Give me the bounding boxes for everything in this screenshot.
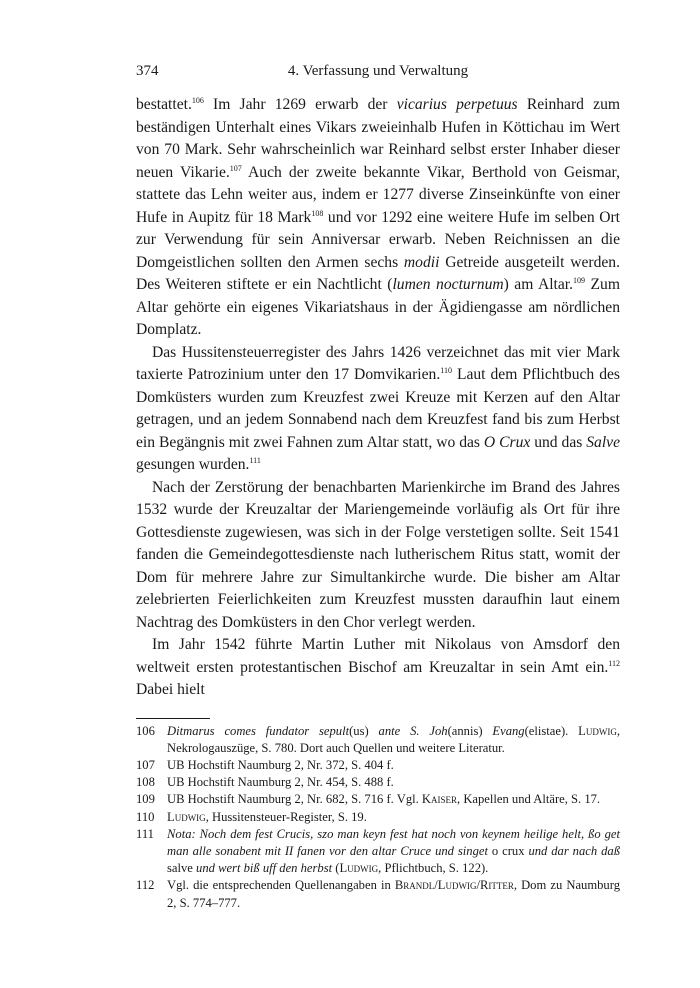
text-span: salve — [167, 861, 197, 876]
footnote-text — [167, 877, 620, 911]
text-span: Auch der zweite bekannte Vikar, Berthold von Geismar, stattete das Lehn weiter aus, indem er 1277 diverse Zinseinkünfte von einer Hufe in Aupitz für 18 Mark — [136, 163, 621, 226]
text-span: , Kapellen und Altäre, S. 17. — [457, 792, 601, 807]
paragraph — [136, 342, 620, 477]
italic-term: O Crux — [483, 433, 531, 451]
footnote-number: 110 — [136, 809, 155, 824]
author-name: Kaiser — [421, 792, 458, 807]
footnote-ref: 106 — [191, 96, 204, 105]
italic-term: ante S. Joh — [378, 723, 448, 738]
author-name: Ludwig — [339, 861, 379, 876]
footnote-text — [167, 809, 620, 826]
text-span: Das Hussitensteuerregister des Jahrs 1426 verzeichnet das mit vier Mark taxierte Patrozinium unter den 17 Domvikarien. — [136, 343, 620, 383]
italic-term: lumen nocturnum — [392, 276, 504, 293]
footnote-ref: 107 — [229, 163, 242, 173]
italic-term: und wert biß uff den herbst — [196, 861, 333, 876]
footnote-111 — [136, 826, 620, 878]
footnote-ref: 111 — [249, 456, 261, 465]
text-span: , Nekrologauszüge, S. 780. Dort auch Quellen und weitere Literatur. — [167, 723, 621, 755]
footnote-text: UB Hochstift Naumburg 2, Nr. 372, S. 404 f. — [167, 757, 394, 772]
text-span: bestattet. — [136, 96, 192, 113]
footnote-110 — [136, 809, 620, 826]
main-text — [136, 94, 620, 702]
text-span: Getreide ausgeteilt werden. Des Weiteren stiftete er ein Nachtlicht ( — [136, 253, 620, 293]
footnote-109 — [136, 791, 620, 808]
footnote-number: 106 — [136, 723, 155, 738]
footnotes — [136, 723, 620, 912]
italic-term: Evang — [492, 723, 525, 738]
footnote-text — [167, 826, 620, 878]
text-span: Laut dem Pflichtbuch des Domküsters wurden zum Kreuzfest zwei Kreuze mit Kerzen auf den Altar getragen, und an jedem Sonnabend nach dem Kreuzfest fand bis zum Herbst ein Begängnis mit zwei Fahnen zum Altar statt, wo das — [136, 366, 621, 451]
italic-term: vicarius perpetuus — [396, 96, 518, 113]
text-span: Nach der Zerstörung der benachbarten Marienkirche im Brand des Jahres 1532 wurde der Kreuzaltar der Mariengemeinde vorläufig als Ort für ihre Gottesdienste zugewiesen, was sich in der Folge verstetigen sollte. Seit 1541 fanden die Gemeindegottesdienste nach lutherischem Ritus statt, womit der Dom für mehrere Jahre zur Simultankirche wurde. Die bisher am Altar zelebrierten Feierlichkeiten zum Kreuzfest mussten daraufhin laut einem Nachtrag des Domküsters in den Chor verlegt werden. — [136, 478, 620, 631]
author-name: Ludwig — [578, 723, 617, 738]
footnote-108 — [136, 774, 620, 791]
footnote-text — [167, 723, 620, 757]
text-span: o crux — [487, 843, 529, 858]
text-span: Vgl. die entsprechenden Quellenangaben in — [167, 878, 395, 893]
text-span: Im Jahr 1269 erwarb der — [203, 96, 397, 113]
footnote-107 — [136, 757, 620, 774]
footnote-number: 112 — [136, 878, 155, 893]
page-number: 374 — [136, 63, 159, 79]
text-span: , Pflichtbuch, S. 122). — [378, 861, 489, 876]
chapter-title: 4. Verfassung und Verwaltung — [287, 63, 469, 79]
text-span: (us) — [349, 723, 379, 738]
text-span: (annis) — [447, 723, 493, 738]
footnote-112 — [136, 877, 620, 911]
paragraph — [136, 477, 620, 635]
text-span: (elistae). — [524, 723, 579, 738]
italic-term: Ditmarus comes fundator sepult — [167, 723, 350, 738]
footnote-number: 107 — [136, 757, 155, 772]
text-span: UB Hochstift Naumburg 2, Nr. 682, S. 716 f. Vgl. — [167, 792, 422, 807]
paragraph — [136, 94, 620, 342]
text-span: und das — [530, 433, 587, 451]
footnote-text: UB Hochstift Naumburg 2, Nr. 454, S. 488 f. — [167, 775, 394, 790]
text-span: Im Jahr 1542 führte Martin Luther mit Nikolaus von Amsdorf den weltweit ersten protestantischen Bischof am Kreuzaltar in sein Amt ein. — [136, 636, 620, 676]
running-head — [136, 60, 620, 82]
italic-term: modii — [403, 253, 440, 271]
paragraph — [136, 634, 620, 702]
author-name: Brandl/Ludwig/Ritter — [394, 878, 514, 893]
footnote-text — [167, 791, 620, 808]
footnote-number: 109 — [136, 792, 155, 807]
footnote-106 — [136, 723, 620, 757]
book-page — [136, 60, 620, 912]
footnote-number: 108 — [136, 775, 155, 790]
footnote-ref: 110 — [440, 366, 452, 375]
text-span: und vor 1292 eine weitere Hufe im selben Ort zur Verwendung für sein Anniversar erwarb. Neben Reichnissen an die Domgeistlichen sollten den Armen sechs — [136, 208, 620, 271]
text-span: Zum Altar gehörte ein eigenes Vikariatshaus in der Ägidiengasse am nördlichen Domplatz. — [136, 276, 620, 338]
italic-term: und dar nach daß — [528, 843, 620, 858]
text-span: ( — [332, 861, 340, 876]
text-span: Dabei hielt — [136, 681, 205, 698]
footnote-separator — [136, 718, 210, 719]
text-span: , Dom zu Naumburg 2, S. 774–777. — [167, 878, 620, 910]
text-span: ) am Altar. — [503, 276, 574, 293]
footnote-ref: 109 — [573, 276, 586, 285]
footnote-ref: 108 — [311, 208, 324, 218]
text-span: gesungen wurden. — [136, 456, 250, 473]
text-span: Reinhard zum beständigen Unterhalt eines Vikars zweieinhalb Hufen in Köttichau im Wert von 70 Mark. Sehr wahrscheinlich war Reinhard selbst erster Inhaber dieser neuen Vikarie. — [136, 96, 621, 181]
italic-term: Salve — [586, 433, 620, 451]
author-name: Ludwig — [167, 809, 206, 824]
footnote-number: 111 — [136, 826, 154, 841]
footnote-ref: 112 — [608, 658, 620, 668]
text-span: , Hussitensteuer-Register, S. 19. — [205, 809, 367, 824]
italic-term: Nota: Noch dem fest Crucis, szo man keyn fest hat noch von keynem heilige helt, ßo get man alle sonabent mit II fanen vor den altar Cruce und singet — [167, 826, 620, 858]
